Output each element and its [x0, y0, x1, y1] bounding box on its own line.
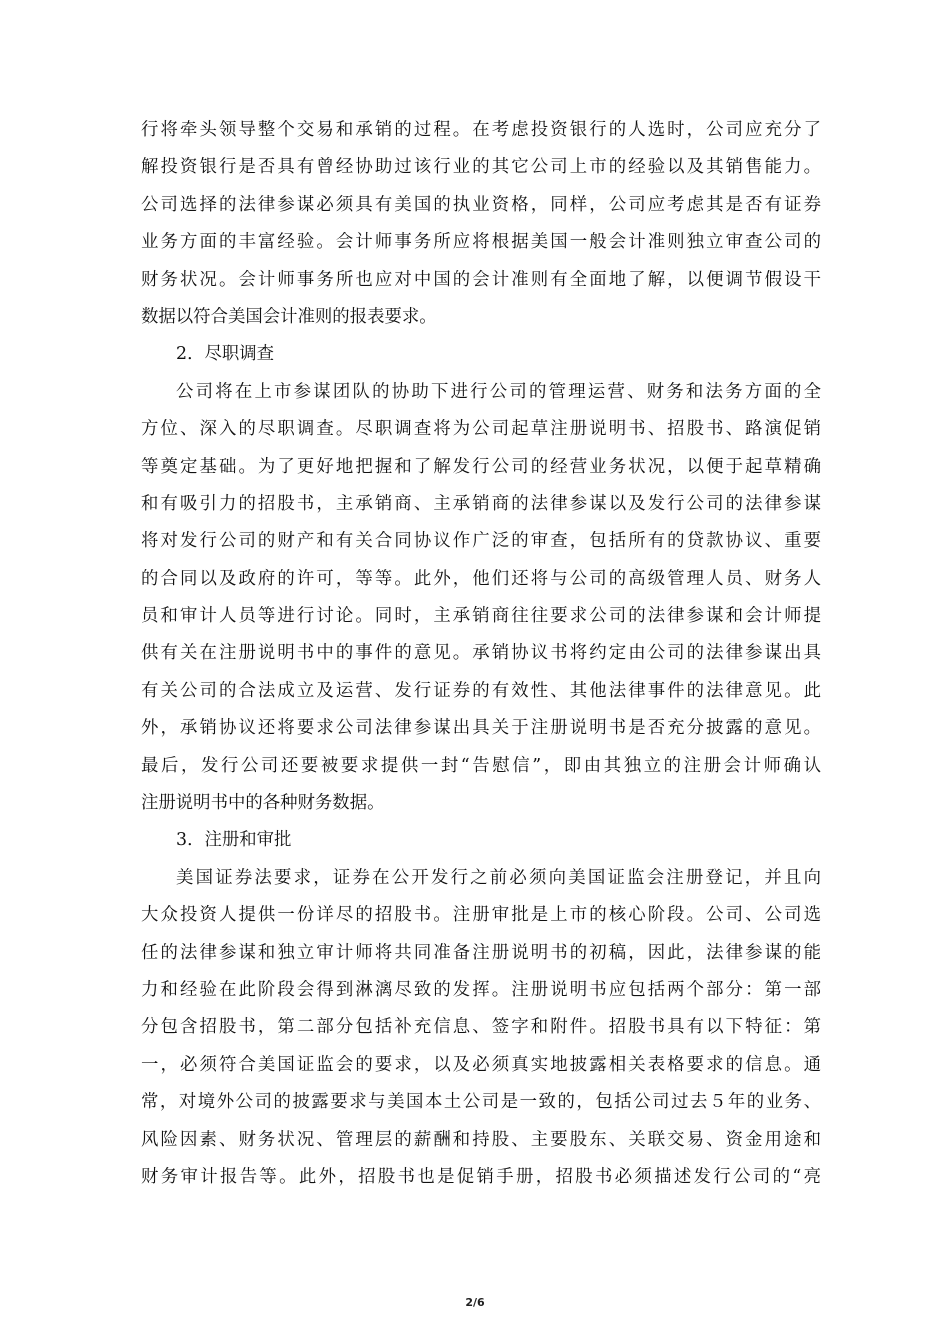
text-line: 财务状况。会计师事务所也应对中国的会计准则有全面地了解，以便调节假设干	[141, 269, 821, 290]
paragraph-registration	[141, 860, 821, 1197]
text-line: 的合同以及政府的许可，等等。此外，他们还将与公司的高级管理人员、财务人	[141, 568, 821, 589]
text-line: 常，对境外公司的披露要求与美国本土公司是一致的，包括公司过去５年的业务、	[141, 1092, 821, 1113]
text-line: 美国证券法要求，证券在公开发行之前必须向美国证监会注册登记，并且向	[176, 867, 821, 888]
page-number: 2/6	[465, 1296, 485, 1309]
text-line: 最后，发行公司还要被要求提供一封“告慰信”，即由其独立的注册会计师确认	[141, 755, 821, 776]
text-line: 行将牵头领导整个交易和承销的过程。在考虑投资银行的人选时，公司应充分了	[141, 120, 821, 140]
text-line: 外，承销协议还将要求公司法律参谋出具关于注册说明书是否充分披露的意见。	[141, 718, 821, 739]
text-line: 数据以符合美国会计准则的报表要求。	[141, 306, 437, 327]
text-line: 公司将在上市参谋团队的协助下进行公司的管理运营、财务和法务方面的全	[176, 381, 821, 402]
section-heading-registration: 3．注册和审批	[176, 830, 292, 851]
text-line: 任的法律参谋和独立审计师将共同准备注册说明书的初稿，因此，法律参谋的能	[141, 942, 821, 963]
text-line: 有关公司的合法成立及运营、发行证券的有效性、其他法律事件的法律意见。此	[141, 680, 821, 701]
text-line: 和有吸引力的招股书，主承销商、主承销商的法律参谋以及发行公司的法律参谋	[141, 493, 821, 514]
text-line: 员和审计人员等进行讨论。同时，主承销商往往要求公司的法律参谋和会计师提	[141, 606, 821, 627]
text-line: 供有关在注册说明书中的事件的意见。承销协议书将约定由公司的法律参谋出具	[141, 643, 821, 664]
text-line: 公司选择的法律参谋必须具有美国的执业资格，同样，公司应考虑其是否有证券	[141, 194, 821, 215]
text-line: 力和经验在此阶段会得到淋漓尽致的发挥。注册说明书应包括两个部分：第一部	[141, 979, 821, 1000]
text-line: 一，必须符合美国证监会的要求，以及必须真实地披露相关表格要求的信息。通	[141, 1054, 821, 1075]
text-line: 大众投资人提供一份详尽的招股书。注册审批是上市的核心阶段。公司、公司选	[141, 905, 821, 926]
text-line: 方位、深入的尽职调查。尽职调查将为公司起草注册说明书、招股书、路演促销	[141, 419, 821, 440]
text-line: 财务审计报告等。此外，招股书也是促销手册，招股书必须描述发行公司的“亮	[141, 1166, 821, 1187]
document-body	[141, 112, 821, 1196]
text-line: 业务方面的丰富经验。会计师事务所应将根据美国一般会计准则独立审查公司的	[141, 232, 821, 253]
text-line: 风险因素、财务状况、管理层的薪酬和持股、主要股东、关联交易、资金用途和	[141, 1129, 821, 1150]
paragraph-continuation	[141, 112, 821, 336]
text-line: 注册说明书中的各种财务数据。	[141, 793, 385, 814]
text-line: 等奠定基础。为了更好地把握和了解发行公司的经营业务状况，以便于起草精确	[141, 456, 821, 477]
section-heading-due-diligence: 2．尽职调查	[176, 344, 275, 365]
text-line: 分包含招股书，第二部分包括补充信息、签字和附件。招股书具有以下特征：第	[141, 1017, 821, 1038]
paragraph-due-diligence	[141, 374, 821, 823]
text-line: 将对发行公司的财产和有关合同协议作广泛的审查，包括所有的贷款协议、重要	[141, 531, 821, 552]
text-line: 解投资银行是否具有曾经协助过该行业的其它公司上市的经验以及其销售能力。	[141, 157, 821, 178]
